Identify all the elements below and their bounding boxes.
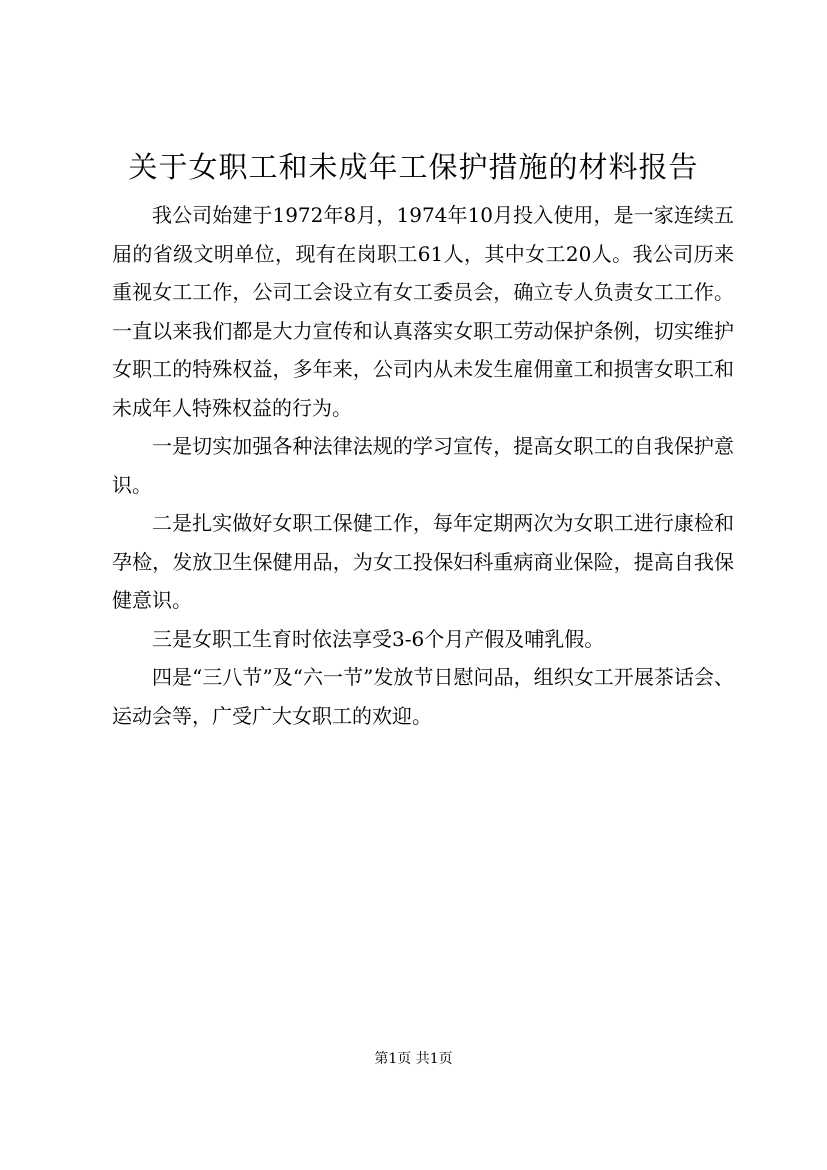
paragraph-measure-2: 二是扎实做好女职工保健工作，每年定期两次为女职工进行康检和孕检，发放卫生保健用品，为女工投保妇科重病商业保险，提高自我保健意识。 bbox=[112, 511, 734, 612]
paragraph-measure-3: 三是女职工生育时依法享受3-6个月产假及哺乳假。 bbox=[152, 626, 605, 651]
document-title: 关于女职工和未成年工保护措施的材料报告 bbox=[128, 150, 699, 184]
page-number-footer: 第1页 共1页 bbox=[374, 1051, 453, 1067]
paragraph-measure-1: 一是切实加强各种法律法规的学习宣传，提高女职工的自我保护意识。 bbox=[112, 434, 734, 497]
paragraph-intro: 我公司始建于1972年8月，1974年10月投入使用，是一家连续五届的省级文明单位，现有在岗职工61人，其中女工20人。我公司历来重视女工工作，公司工会设立有女工委员会，确立专人负责女工工作。一直以来我们都是大力宣传和认真落实女职工劳动保护条例，切实维护女职工的特殊权益，多年来，公司内从未发生雇佣童工和损害女职工和未成年人特殊权益的行为。 bbox=[112, 203, 734, 420]
document-body bbox=[112, 196, 734, 735]
paragraph-measure-4: 四是“三八节”及“六一节”发放节日慰问品，组织女工开展茶话会、运动会等，广受广大女职工的欢迎。 bbox=[112, 665, 734, 728]
